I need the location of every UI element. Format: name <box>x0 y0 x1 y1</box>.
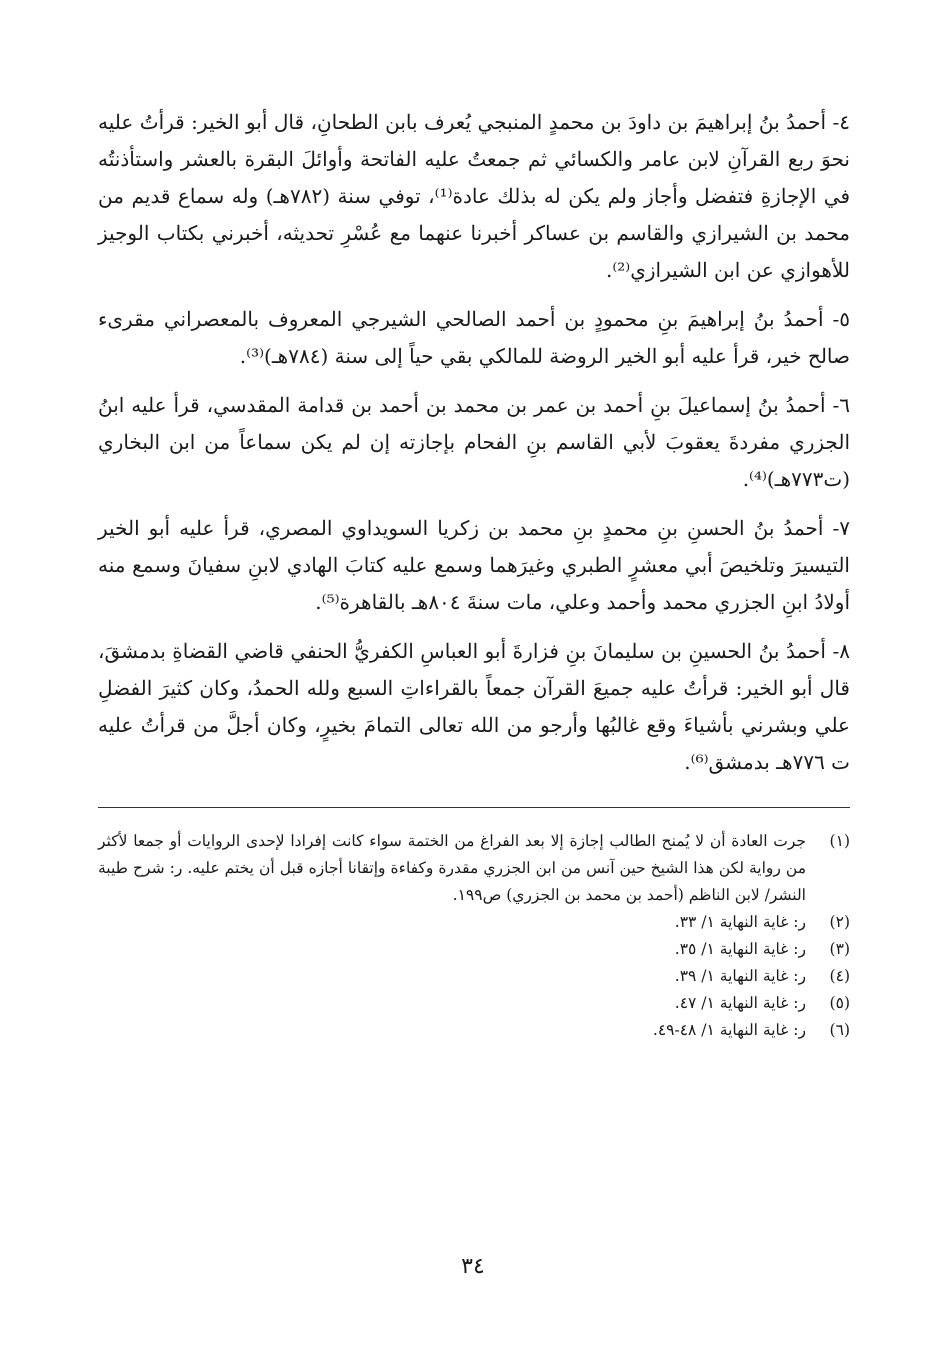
footnote-text: ر: غاية النهاية ١/ ٣٥. <box>674 940 806 958</box>
footnote-text: ر: غاية النهاية ١/ ٣٩. <box>674 967 806 985</box>
footnote-text: ر: غاية النهاية ١/ ٤٨-٤٩. <box>652 1021 806 1039</box>
footnote-text: ر: غاية النهاية ١/ ٣٣. <box>674 913 806 931</box>
biography-entry-5: ٥- أحمدُ بنُ إبراهيمَ بنِ محمودٍ بن أحمد الصالحي الشيرجي المعروف بالمعصراني مقرىء صالح خير، قرأ عليه أبو الخير الروضة للمالكي بقي حياً إلى سنة (٧٨٤هـ)⁽³⁾. <box>98 307 850 368</box>
footnote-text: جرت العادة أن لا يُمنح الطالب إجازة إلا بعد الفراغ من الختمة سواء كانت إفرادا لإحدى الروايات أو جمعا لأكثر من رواية لكن هذا الشيخ حين آنس من ابن الجزري مقدرة وكفاءة وإتقانا أجازه قبل أن يختم عليه. ر: شرح طيبة النشر/ لابن الناظم (أحمد بن محمد بن الجزري) ص١٩٩. <box>98 832 806 904</box>
footnote-number: (٣) <box>829 940 850 958</box>
biography-entry-7: ٧- أحمدُ بنُ الحسنِ بنِ محمدٍ بنِ محمد بن زكريا السويداوي المصري، قرأ عليه أبو الخير التيسيرَ وتلخيصَ أبي معشرٍ الطبري وغيرَهما وسمع عليه كتابَ الهادي لابنِ سفيانَ وسمع منه أولادُ ابنِ الجزري محمد وأحمد وعلي، مات سنةَ ٨٠٤هـ بالقاهرة⁽⁵⁾. <box>98 516 850 614</box>
biography-entry-8: ٨- أحمدُ بنُ الحسينِ بن سليمانَ بنِ فزارةَ أبو العباسِ الكفريُّ الحنفي قاضي القضاةِ بدمشقَ، قال أبو الخير: قرأتُ عليه جميعَ القرآن جمعاً بالقراءاتِ السبع ولله الحمدُ، وكان كثيرَ الفضلِ علي وبشرني بأشياءَ وقع غالبُها وأرجو من الله تعالى التمامَ بخيرٍ، وكان أجلَّ من قرأتُ عليه ت ٧٧٦هـ بدمشق⁽⁶⁾. <box>98 639 851 774</box>
footnotes <box>98 828 850 1044</box>
biography-entries <box>98 104 850 781</box>
footnote-5 <box>98 990 850 1017</box>
page-body <box>98 104 850 1044</box>
footnote-1 <box>98 828 850 909</box>
footnote-3 <box>98 936 850 963</box>
footnote-text: ر: غاية النهاية ١/ ٤٧. <box>674 994 806 1012</box>
footnote-number: (٤) <box>829 967 850 985</box>
footnote-2 <box>98 909 850 936</box>
footnote-separator <box>98 807 850 808</box>
page-number: ٣٤ <box>461 1254 485 1279</box>
footnote-6 <box>98 1017 850 1044</box>
footnote-number: (٦) <box>829 1021 850 1039</box>
footnote-number: (٢) <box>829 913 850 931</box>
biography-entry-6: ٦- أحمدُ بنُ إسماعيلَ بنِ أحمد بن عمر بن محمد بن أحمد بن قدامة المقدسي، قرأ عليه ابنُ الجزري مفردةَ يعقوبَ لأبي القاسم بنِ الفحام بإجازته إن لم يكن سماعاً من ابن البخاري (ت٧٧٣هـ)⁽⁴⁾. <box>98 393 850 491</box>
footnote-number: (١) <box>829 832 850 850</box>
footnote-number: (٥) <box>829 994 850 1012</box>
footnote-4 <box>98 963 850 990</box>
biography-entry-4: ٤- أحمدُ بنُ إبراهيمَ بن داودَ بن محمدٍ المنبجي يُعرف بابن الطحانِ، قال أبو الخير: قرأتُ عليه نحوَ ربع القرآنِ لابن عامر والكسائي ثم جمعتُ عليه الفاتحة وأوائلَ البقرة بالعشر واستأذنتُه في الإجازةِ فتفضل وأجاز ولم يكن له بذلك عادة⁽¹⁾، توفي سنة (٧٨٢هـ) وله سماع قديم من محمد بن الشيرازي والقاسم بن عساكر أخبرنا عنهما مع عُسْرِ تحديثه، أخبرني بكتاب الوجيز للأهوازي عن ابن الشيرازي⁽²⁾. <box>98 110 851 282</box>
